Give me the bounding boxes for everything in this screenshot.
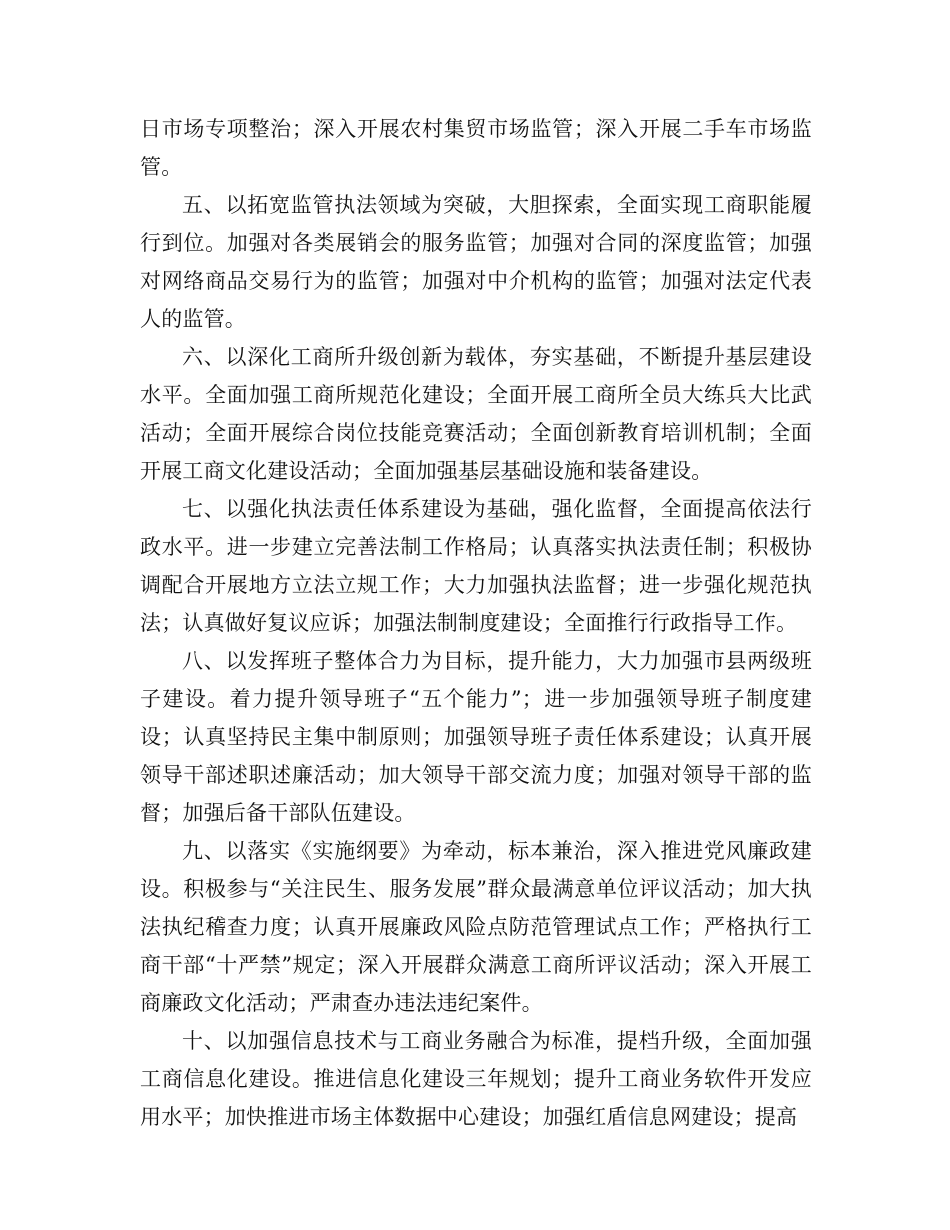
paragraph-item-7: 七、以强化执法责任体系建设为基础，强化监督，全面提高依法行政水平。进一步建立完善法制工作格局；认真落实执法责任制；积极协调配合开展地方立法立规工作；大力加强执法监督；进一步强化规范执法；认真做好复议应诉；加强法制制度建设；全面推行行政指导工作。 [140,497,812,635]
paragraph-continuation: 日市场专项整治；深入开展农村集贸市场监管；深入开展二手车市场监管。 [140,117,812,179]
paragraph-item-10: 十、以加强信息技术与工商业务融合为标准，提档升级，全面加强工商信息化建设。推进信息化建设三年规划；提升工商业务软件开发应用水平；加快推进市场主体数据中心建设；加强红盾信息网建设；提高 [140,1029,812,1129]
paragraph-item-5: 五、以拓宽监管执法领域为突破，大胆探索，全面实现工商职能履行到位。加强对各类展销会的服务监管；加强对合同的深度监管；加强对网络商品交易行为的监管；加强对中介机构的监管；加强对法定代表人的监管。 [140,193,812,331]
paragraph-item-6: 六、以深化工商所升级创新为载体，夯实基础，不断提升基层建设水平。全面加强工商所规范化建设；全面开展工商所全员大练兵大比武活动；全面开展综合岗位技能竞赛活动；全面创新教育培训机制；全面开展工商文化建设活动；全面加强基层基础设施和装备建设。 [140,345,812,483]
paragraph-item-8: 八、以发挥班子整体合力为目标，提升能力，大力加强市县两级班子建设。着力提升领导班子“五个能力”；进一步加强领导班子制度建设；认真坚持民主集中制原则；加强领导班子责任体系建设；认真开展领导干部述职述廉活动；加大领导干部交流力度；加强对领导干部的监督；加强后备干部队伍建设。 [140,649,812,825]
document-body [140,110,812,1136]
paragraph-item-9: 九、以落实《实施纲要》为牵动，标本兼治，深入推进党风廉政建设。积极参与“关注民生、服务发展”群众最满意单位评议活动；加大执法执纪稽查力度；认真开展廉政风险点防范管理试点工作；严格执行工商干部“十严禁”规定；深入开展群众满意工商所评议活动；深入开展工商廉政文化活动；严肃查办违法违纪案件。 [140,839,812,1015]
